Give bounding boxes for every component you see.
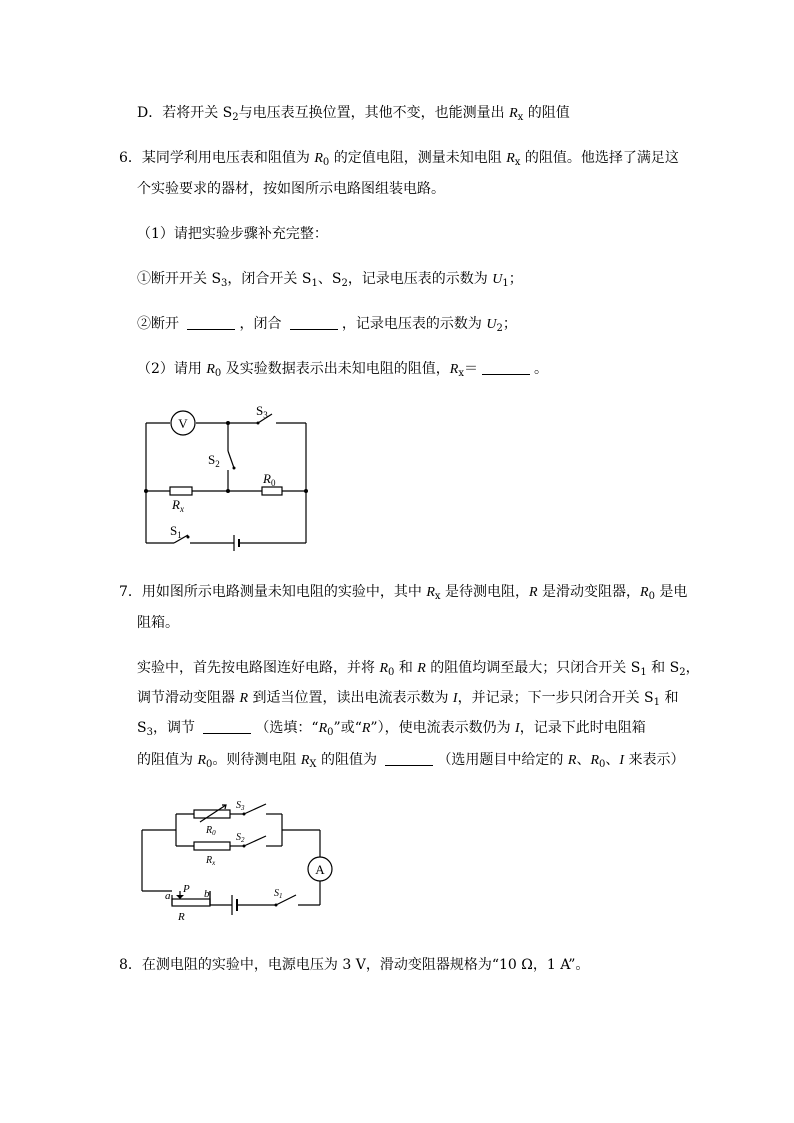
q7-r-label: R [178,911,185,923]
ammeter-label: A [315,862,325,877]
q6-blank-close[interactable] [290,315,338,330]
q7-stem-line2: 阻箱。 [137,615,179,631]
q6-circuit-diagram [140,398,320,553]
q6-blank-rx[interactable] [482,360,530,375]
q7-stem-line1: 7．用如图所示电路测量未知电阻的实验中，其中 $R_x$ 是待测电阻，R 是滑动变阻器，$R_0$ 是电 [119,584,688,602]
q7-r0-label: $R_0$ [206,825,216,837]
s3-label: $S_3$ [256,403,268,420]
q7-s2-label: $S_2$ [236,832,245,844]
s2-label: $S_2$ [208,452,220,469]
q7-para-line1: 实验中，首先按电路图连好电路，并将 $R_0$ 和 R 的阻值均调至最大；只闭合开关 $S_1$ 和 $S_2$， [137,660,700,678]
q7-circuit-diagram [136,795,336,925]
q6-part1-heading: （1）请把实验步骤补充完整： [137,226,328,242]
q6-stem-line1: 6．某同学利用电压表和阻值为 $R_0$ 的定值电阻，测量未知电阻 $R_x$ 的阻值。他选择了满足这 [119,150,679,168]
q8-stem: 8．在测电阻的实验中，电源电压为 3 V，滑动变阻器规格为“10 Ω，1 A”。 [119,957,590,973]
q6-part2: （2）请用 $R_0$ 及实验数据表示出未知电阻的阻值，$R_x=$ 。 [137,361,548,379]
q7-blank-adjust[interactable] [203,719,251,734]
q6-step1: ①断开开关 $S_3$，闭合开关 $S_1$、$S_2$，记录电压表的示数为 $U_1$； [137,271,523,289]
r0-label: $R_0$ [263,471,276,488]
s1-label: $S_1$ [170,523,182,540]
q7-a-label: a [165,890,171,902]
q6-blank-open[interactable] [187,315,235,330]
q5-option-d: D．若将开关 $S_2$与电压表互换位置，其他不变，也能测量出 $R_x$ 的阻值 [137,105,570,123]
q7-blank-rx[interactable] [385,751,433,766]
q7-rx-label: $R_x$ [206,855,216,867]
q7-p-label: P [183,883,190,895]
rx-label: $R_x$ [172,497,184,514]
q6-stem-line2: 个实验要求的器材，按如图所示电路图组装电路。 [137,181,445,197]
q7-para-line2: 调节滑动变阻器 R 到适当位置，读出电流表示数为 I，并记录；下一步只闭合开关 $S_1$ 和 [137,690,679,708]
q6-step2: ②断开 ，闭合 ，记录电压表的示数为 $U_2$； [137,316,517,334]
q7-para-line4: 的阻值为 $R_0$。则待测电阻 $R_X$ 的阻值为 （选用题目中给定的 R、$R_0$、I 来表示） [137,752,685,770]
q7-s1-label: $S_1$ [274,888,283,900]
q7-b-label: b [204,888,210,900]
voltmeter-label: V [178,416,188,431]
q7-s3-label: $S_3$ [236,800,245,812]
q7-para-line3: $S_3$，调节 （选填：“$R_0$”或“R”），使电流表示数仍为 I，记录下此时电阻箱 [137,720,646,738]
